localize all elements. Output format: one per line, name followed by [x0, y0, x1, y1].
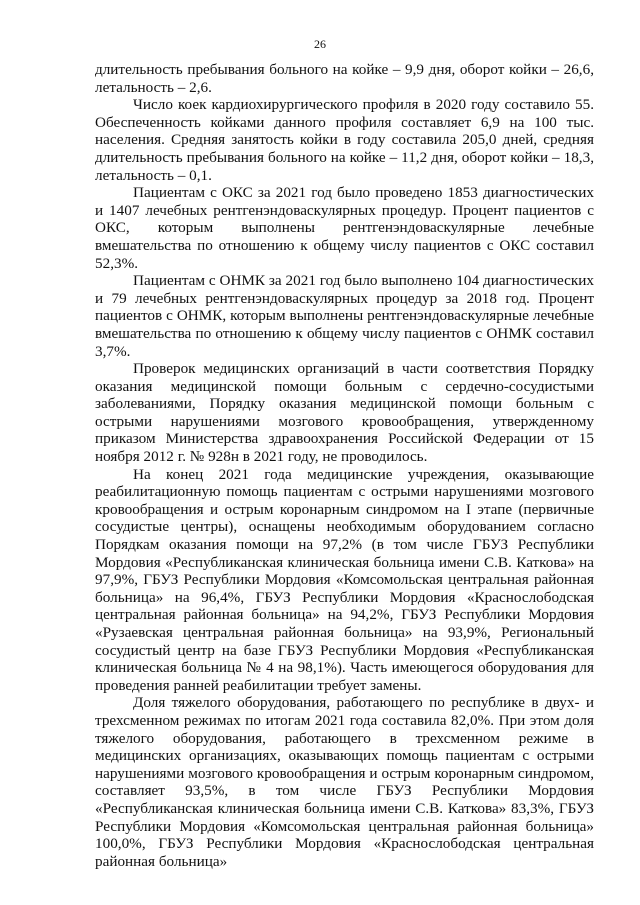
paragraph: На конец 2021 года медицинские учреждения, оказывающие реабилитационную помощь пациентам с острыми нарушениями мозгового кровообращения и острым коронарным синдромом на I этапе (первичные сосудистые центры), оснащены необходимым оборудованием согласно Порядкам оказания помощи на 97,2% (в том числе ГБУЗ Республики Мордовия «Республиканская клиническая больница имени С.В. Каткова» на 97,9%, ГБУЗ Республики Мордовия «Комсомольская центральная районная больница» на 96,4%, ГБУЗ Республики Мордовия «Краснослободская центральная районная больница» на 94,2%, ГБУЗ Республики Мордовия «Рузаевская центральная районная больница» на 93,9%, Региональный сосудистый центр на базе ГБУЗ Республики Мордовия «Республиканская клиническая больница № 4 на 98,1%). Часть имеющегося оборудования для проведения ранней реабилитации требует замены.	[95, 465, 594, 694]
paragraph: Пациентам с ОНМК за 2021 год было выполнено 104 диагностических и 79 лечебных рентгенэндоваскулярных процедур за 2018 год. Процент пациентов с ОНМК, которым выполнены рентгенэндоваскулярные лечебные вмешательства по отношению к общему числу пациентов с ОНМК составил 3,7%.	[95, 272, 594, 360]
paragraph: длительность пребывания больного на койке – 9,9 дня, оборот койки – 26,6, летальность – 2,6.	[95, 61, 594, 96]
body-text	[95, 61, 594, 870]
page-number: 26	[314, 37, 326, 51]
paragraph: Число коек кардиохирургического профиля в 2020 году составило 55. Обеспеченность койками данного профиля составляет 6,9 на 100 тыс. населения. Средняя занятость койки в году составила 205,0 дней, средняя длительность пребывания больного на койке – 11,2 дня, оборот койки – 18,3, летальность – 0,1.	[95, 96, 594, 184]
paragraph: Доля тяжелого оборудования, работающего по республике в двух- и трехсменном режимах по итогам 2021 года составила 82,0%. При этом доля тяжелого оборудования, работающего в трехсменном режиме в медицинских организациях, оказывающих помощь пациентам с острыми нарушениями мозгового кровообращения и острым коронарным синдромом, составляет 93,5%, в том числе ГБУЗ Республики Мордовия «Республиканская клиническая больница имени С.В. Каткова» 83,3%, ГБУЗ Республики Мордовия «Комсомольская центральная районная больница» 100,0%, ГБУЗ Республики Мордовия «Краснослободская центральная районная больница»	[95, 694, 594, 870]
paragraph: Проверок медицинских организаций в части соответствия Порядку оказания медицинской помощи больным с сердечно-сосудистыми заболеваниями, Порядку оказания медицинской помощи больным с острыми нарушениями мозгового кровообращения, утвержденному приказом Министерства здравоохранения Российской Федерации от 15 ноября 2012 г. № 928н в 2021 году, не проводилось.	[95, 360, 594, 466]
paragraph: Пациентам с ОКС за 2021 год было проведено 1853 диагностических и 1407 лечебных рентгенэндоваскулярных процедур. Процент пациентов с ОКС, которым выполнены рентгенэндоваскулярные лечебные вмешательства по отношению к общему числу пациентов с ОКС составил 52,3%.	[95, 184, 594, 272]
